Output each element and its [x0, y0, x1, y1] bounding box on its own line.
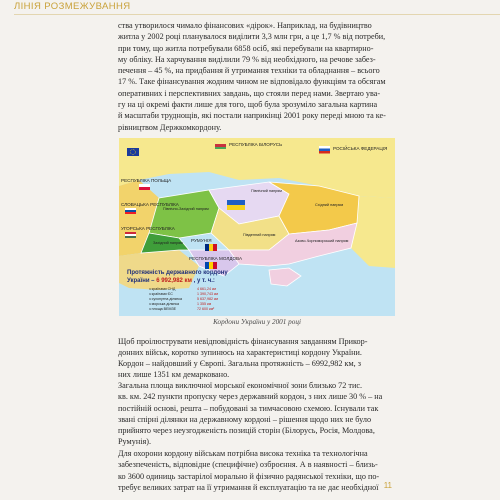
paragraph-line: му обліку. На харчування виділили 79 % від необхідного, на речове забез- [118, 54, 376, 64]
legend-row-value: 4 661,24 км [197, 287, 217, 291]
running-header: ЛІНІЯ РОЗМЕЖУВАННЯ [14, 1, 131, 12]
paragraph-line: Щоб проілюструвати невідповідність фінансування завданням Прикор- [118, 337, 368, 346]
legend-row-value: 1 390,743 км [197, 292, 219, 296]
paragraph-border-length [118, 358, 390, 381]
legend-row-value: 72 600 км² [197, 307, 215, 311]
paragraph-line: них лише 1351 км демарковано. [118, 370, 230, 380]
eu-flag-icon [127, 148, 139, 156]
paragraph-line: Для охорони кордону військам потрібна висока техніка та технологічна [118, 449, 368, 458]
country-label-moldova: РЕСПУБЛІКА МОЛДОВА [189, 256, 243, 261]
paragraph-line: й масштаби труднощів, які постали наприкінці 2001 року переді мною та ке- [118, 111, 386, 121]
ukraine-borders-map [119, 138, 395, 316]
region-label-north: Північний напрям [251, 189, 282, 193]
paragraph-line: рівництвом Держкомкордону. [118, 122, 222, 132]
region-label-east: Східний напрям [315, 203, 344, 207]
russia-flag-icon [319, 146, 330, 154]
legend-row-label: з сухопутна ділянка [149, 297, 182, 301]
paragraph-line: оперативних і перспективних завдань, що стояли перед нами. Звертаю ува- [118, 88, 381, 98]
legend-title: Протяжність державного кордону [127, 270, 228, 276]
map-svg [119, 138, 395, 316]
legend-row-label: з країнами СНД [149, 287, 176, 291]
top-paragraph [118, 20, 390, 133]
paragraph-line: Загальна площа виключної морської економічної зони близько 72 тис. [118, 381, 363, 390]
paragraph-funding [118, 336, 390, 359]
legend-row-value: 1 355 км [197, 302, 212, 306]
legend-subtitle [127, 278, 215, 284]
country-label-belarus: РЕСПУБЛІКА БІЛОРУСЬ [229, 142, 283, 147]
paragraph-line: печення – 45 %, на придбання й утримання техніки та обладнання – всього [118, 66, 380, 76]
romania-flag-icon [205, 244, 217, 251]
paragraph-line: прийнято через неузгодженість позицій сторін (Білорусь, Росія, Молдова, [118, 426, 375, 436]
country-label-romania: РУМУНІЯ [191, 238, 212, 243]
paragraph-line: постійній основі, решта – побудовані за тимчасовою схемою. Існували так [118, 403, 379, 413]
paragraph-line: гу на ці окремі факти лише для того, щоб була зрозуміло загальна картина [118, 100, 378, 110]
country-label-russia: РОСІЙСЬКА ФЕДЕРАЦІЯ [333, 146, 388, 151]
paragraph-economic-zone [118, 380, 390, 448]
hungary-flag-icon [125, 232, 136, 238]
country-label-hungary: УГОРСЬКА РЕСПУБЛІКА [121, 226, 175, 231]
paragraph-line: кв. км. 242 пункти пропуску через державний кордон, з них лише 30 % – на [118, 392, 383, 402]
region-label-south: Південний напрям [243, 233, 276, 237]
country-label-poland: РЕСПУБЛІКА ПОЛЬЩА [121, 178, 172, 183]
region-label-west: Західний напрям [153, 241, 183, 245]
paragraph-line: ства утворилося чимало фінансових «дірок». Наприклад, на будівництво [118, 21, 372, 30]
paragraph-line: при тому, що житла потребували 6858 осіб, які перебували на квартирно- [118, 43, 374, 53]
legend-row-label: з країнами ЄС [149, 292, 173, 296]
country-label-slovakia: СЛОВАЦЬКА РЕСПУБЛІКА [121, 202, 179, 207]
paragraph-equipment [118, 448, 390, 493]
paragraph-line: требує великих затрат на її утримання й експлуатацію та не дає необхідної [118, 482, 379, 492]
moldova-flag-icon [205, 262, 217, 269]
paragraph-line: Румунія). [118, 437, 152, 447]
figure-caption: Кордони України у 2001 році [213, 318, 301, 326]
region-label-azov-black-sea: Азово-Чорноморський напрям [295, 239, 349, 243]
belarus-flag-icon [215, 144, 226, 149]
paragraph-line: 17 %. Таке фінансування жодним чином не відповідало функціям та обсягам [118, 77, 386, 87]
paragraph-line: житла у 2002 році планувалося виділити 3,3 млн грн, а це 1,7 % від потреби, [118, 32, 386, 42]
paragraph-line: донних військ, коротко зупинюсь на характеристиці кордону України. [118, 348, 362, 358]
region-label-northwest: Північно-Західний напрям [163, 207, 209, 211]
ukraine-flag-icon [227, 200, 245, 210]
slovakia-flag-icon [125, 208, 136, 214]
paragraph-line: ко 3600 одиниць застарілої морально й фізично радянської техніки, що по- [118, 471, 380, 481]
legend-total-value: 6 992,982 км [156, 278, 192, 284]
header-rule [14, 14, 500, 15]
page-number: 11 [383, 481, 392, 490]
paragraph-line: Кордон – найдовший у Європі. Загальна протяжність – 6992,982 км, з [118, 359, 362, 368]
paragraph-line: забезпеченість, відповідне (специфічне) озброєння. А в наявності – близь- [118, 460, 378, 470]
legend-row-label: з морська ділянка [149, 302, 180, 306]
legend-subtitle-suffix: , у т. ч.: [193, 278, 215, 284]
legend-subtitle-prefix: України – [127, 278, 155, 284]
paragraph-line: звані спірні ділянки на державному кордоні – рішення щодо них не було [118, 414, 372, 424]
poland-flag-icon [139, 184, 150, 190]
legend-row-label: з площа ВЕМЗЕ [149, 307, 177, 311]
legend-row-value: 5 637,982 км [197, 297, 219, 301]
